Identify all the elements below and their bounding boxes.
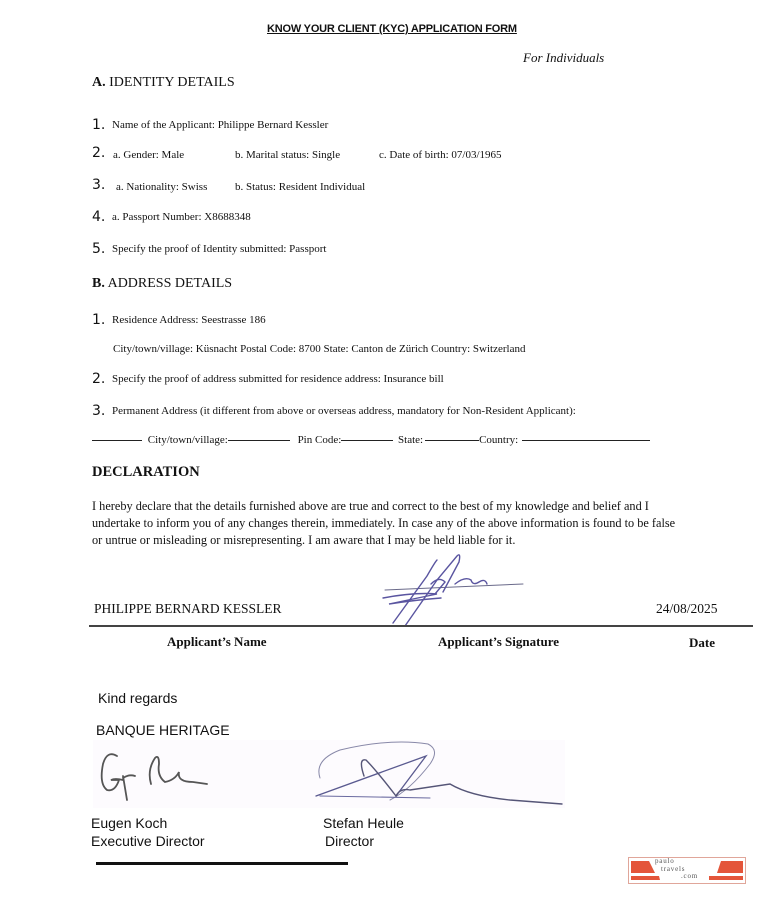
identity-item-name: 1. Name of the Applicant: Philippe Bernard Kessler — [92, 117, 329, 133]
marital-status-field: b. Marital status: Single — [235, 149, 341, 161]
footer-line — [96, 862, 348, 865]
applicant-signature-label: Applicant’s Signature — [438, 634, 559, 649]
form-subtitle: For Individuals — [523, 50, 605, 65]
address-residence-line2: City/town/village: Küsnacht Postal Code: 8700 State: Canton de Zürich Country: Switzerland — [113, 343, 526, 355]
stefan-heule-signature-image — [300, 738, 570, 810]
section-title: ADDRESS DETAILS — [107, 276, 233, 291]
signatory-stefan-heule — [323, 814, 404, 850]
applicant-name-label: Applicant’s Name — [167, 634, 267, 649]
identity-item-nationality-row: 3. — [92, 177, 106, 193]
address-item-proof: 2. Specify the proof of address submitted for residence address: Insurance bill — [92, 371, 444, 387]
address-item-permanent: 3. Permanent Address (it different from above or overseas address, mandatory for Non-Resident Applicant): — [92, 403, 576, 419]
dob-field: c. Date of birth: 07/03/1965 — [379, 149, 502, 161]
closing-regards: Kind regards — [98, 690, 178, 706]
date-label: Date — [689, 635, 715, 650]
eugen-koch-signature-image — [93, 740, 233, 810]
applicant-name-value: PHILIPPE BERNARD KESSLER — [94, 601, 282, 616]
section-letter: A. — [92, 75, 106, 90]
paulo-travels-logo — [628, 857, 746, 884]
logo-text: paulo travels .com — [655, 857, 699, 880]
signatory-name: Stefan Heule — [323, 815, 404, 831]
address-item-residence: 1. Residence Address: Seestrasse 186 — [92, 312, 266, 328]
declaration-text: I hereby declare that the details furnished above are true and correct to the best of my knowledge and belief and I undertake to inform you of any changes therein, immediately. In case any of the above information is found to be false or untrue or misleading or misrepresenting. I am aware that I may be held liable for it. — [92, 499, 676, 547]
gender-field: a. Gender: Male — [113, 149, 185, 161]
country-blank-field[interactable] — [522, 440, 650, 441]
pin-blank-field[interactable] — [341, 440, 393, 441]
city-blank-field[interactable] — [228, 440, 290, 441]
section-identity-heading — [92, 75, 235, 91]
status-field: b. Status: Resident Individual — [235, 181, 366, 193]
form-title: KNOW YOUR CLIENT (KYC) APPLICATION FORM — [267, 23, 517, 35]
section-address-heading — [92, 276, 232, 292]
identity-item-proof: 5. Specify the proof of Identity submitted: Passport — [92, 241, 327, 257]
identity-item-passport: 4. a. Passport Number: X8688348 — [92, 209, 251, 225]
nationality-field: a. Nationality: Swiss — [116, 181, 208, 193]
date-value: 24/08/2025 — [656, 601, 718, 616]
section-title: IDENTITY DETAILS — [109, 75, 235, 90]
declaration-title: DECLARATION — [92, 464, 200, 480]
signatory-eugen-koch — [91, 814, 205, 850]
signatory-title: Executive Director — [91, 833, 205, 849]
bank-name: BANQUE HERITAGE — [96, 722, 230, 738]
identity-item-gender-row: 2. — [92, 145, 106, 161]
signature-line — [89, 625, 753, 627]
signatory-name: Eugen Koch — [91, 815, 168, 831]
permanent-address-blanks: City/town/village: Pin Code: State: Country: — [92, 434, 650, 446]
applicant-signature-image — [375, 548, 535, 628]
address-blank-field[interactable] — [92, 440, 142, 441]
state-blank-field[interactable] — [425, 440, 479, 441]
signatory-title: Director — [325, 833, 375, 849]
section-letter: B. — [92, 276, 105, 291]
